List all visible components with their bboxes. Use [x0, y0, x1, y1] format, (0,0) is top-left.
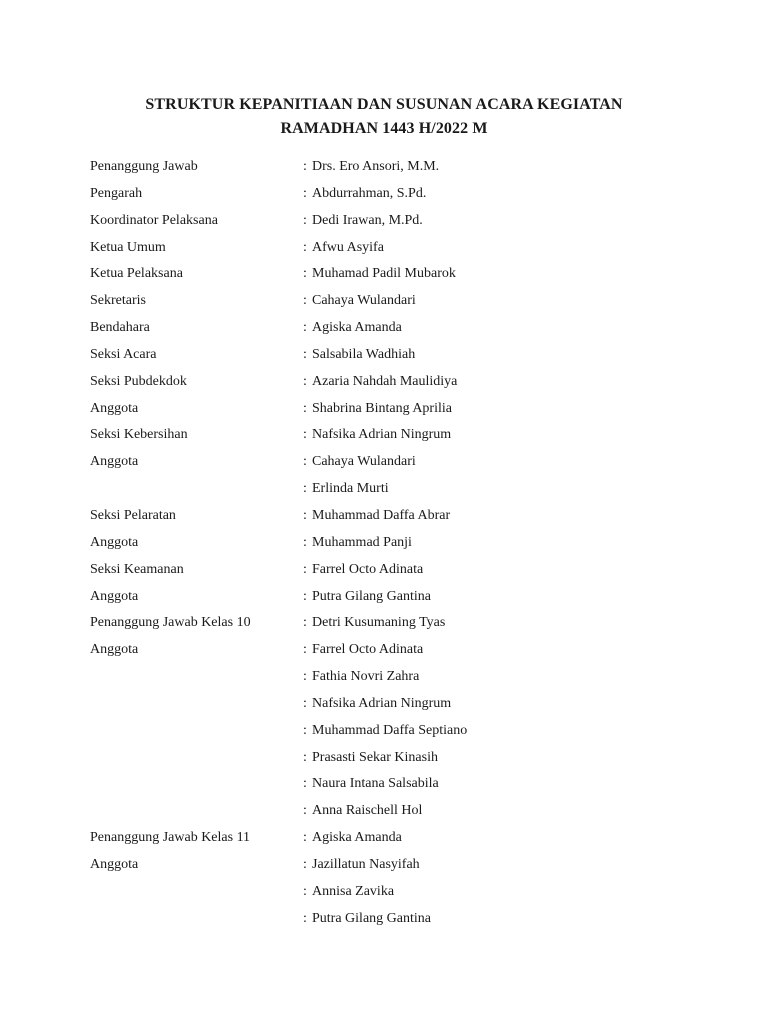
committee-row	[0, 557, 768, 584]
committee-row	[0, 476, 768, 503]
colon-separator: :	[303, 159, 307, 174]
committee-row	[0, 798, 768, 825]
colon-separator: :	[303, 507, 307, 523]
colon-separator: :	[303, 400, 307, 416]
committee-row	[0, 879, 768, 906]
role-label: Anggota	[90, 642, 139, 658]
member-name: Putra Gilang Gantina	[312, 910, 431, 926]
committee-row	[0, 315, 768, 342]
member-name: Jazillatun Nasyifah	[312, 856, 420, 872]
colon-separator: :	[303, 642, 307, 658]
role-label: Bendahara	[90, 320, 150, 336]
committee-row	[0, 718, 768, 745]
member-name: Muhammad Daffa Septiano	[312, 722, 468, 738]
member-name: Afwu Asyifa	[312, 239, 384, 255]
colon-separator: :	[303, 561, 307, 577]
member-name: Salsabila Wadhiah	[312, 346, 416, 362]
title-line-2: RAMADHAN 1443 H/2022 M	[280, 120, 488, 137]
colon-separator: :	[303, 830, 307, 846]
role-label: Sekretaris	[90, 293, 146, 309]
role-label: Penanggung Jawab Kelas 10	[90, 615, 251, 631]
colon-separator: :	[303, 749, 307, 765]
committee-row	[0, 154, 768, 181]
member-name: Agiska Amanda	[312, 830, 402, 846]
committee-row	[0, 530, 768, 557]
committee-row	[0, 396, 768, 423]
committee-row	[0, 369, 768, 396]
committee-row	[0, 637, 768, 664]
member-name: Nafsika Adrian Ningrum	[312, 695, 452, 711]
member-name: Nafsika Adrian Ningrum	[312, 427, 452, 443]
member-name: Cahaya Wulandari	[312, 293, 416, 309]
member-name: Prasasti Sekar Kinasih	[312, 749, 438, 765]
role-label: Pengarah	[90, 185, 143, 201]
committee-row	[0, 342, 768, 369]
colon-separator: :	[303, 454, 307, 470]
colon-separator: :	[303, 695, 307, 711]
role-label: Anggota	[90, 856, 139, 872]
member-name: Agiska Amanda	[312, 320, 402, 336]
committee-row	[0, 261, 768, 288]
colon-separator: :	[303, 803, 307, 819]
committee-row	[0, 691, 768, 718]
member-name: Dedi Irawan, M.Pd.	[312, 212, 423, 228]
colon-separator: :	[303, 856, 307, 872]
committee-row	[0, 771, 768, 798]
role-label: Seksi Pelaratan	[90, 507, 176, 523]
committee-row	[0, 208, 768, 235]
committee-row	[0, 288, 768, 315]
member-name: Putra Gilang Gantina	[312, 588, 431, 604]
colon-separator: :	[303, 320, 307, 336]
colon-separator: :	[303, 534, 307, 550]
role-label: Seksi Kebersihan	[90, 427, 188, 443]
committee-row	[0, 852, 768, 879]
colon-separator: :	[303, 615, 307, 631]
colon-separator: :	[303, 427, 307, 443]
member-name: Detri Kusumaning Tyas	[312, 615, 446, 631]
member-name: Naura Intana Salsabila	[312, 776, 439, 792]
member-name: Muhammad Panji	[312, 534, 412, 550]
role-label: Anggota	[90, 454, 139, 470]
member-name: Drs. Ero Ansori, M.M.	[312, 159, 440, 174]
document-title	[0, 93, 768, 141]
committee-list	[0, 154, 768, 932]
role-label: Koordinator Pelaksana	[90, 212, 218, 228]
member-name: Azaria Nahdah Maulidiya	[312, 373, 458, 389]
role-label: Anggota	[90, 400, 139, 416]
committee-row	[0, 449, 768, 476]
member-name: Muhamad Padil Mubarok	[312, 266, 456, 282]
role-label: Seksi Keamanan	[90, 561, 184, 577]
colon-separator: :	[303, 722, 307, 738]
committee-row	[0, 181, 768, 208]
colon-separator: :	[303, 481, 307, 497]
role-label: Ketua Pelaksana	[90, 266, 183, 282]
colon-separator: :	[303, 910, 307, 926]
member-name: Cahaya Wulandari	[312, 454, 416, 470]
role-label: Penanggung Jawab	[90, 159, 198, 174]
colon-separator: :	[303, 212, 307, 228]
committee-row	[0, 664, 768, 691]
committee-row	[0, 745, 768, 772]
title-line-1: STRUKTUR KEPANITIAAN DAN SUSUNAN ACARA KEGIATAN	[145, 96, 623, 113]
role-label: Ketua Umum	[90, 239, 166, 255]
member-name: Farrel Octo Adinata	[312, 642, 424, 658]
committee-row	[0, 503, 768, 530]
colon-separator: :	[303, 346, 307, 362]
role-label: Anggota	[90, 588, 139, 604]
colon-separator: :	[303, 883, 307, 899]
colon-separator: :	[303, 293, 307, 309]
committee-row	[0, 906, 768, 933]
member-name: Shabrina Bintang Aprilia	[312, 400, 452, 416]
colon-separator: :	[303, 669, 307, 685]
committee-row	[0, 235, 768, 262]
role-label: Seksi Acara	[90, 346, 157, 362]
member-name: Erlinda Murti	[312, 481, 389, 497]
committee-row	[0, 422, 768, 449]
colon-separator: :	[303, 185, 307, 201]
member-name: Anna Raischell Hol	[312, 803, 423, 819]
committee-row	[0, 584, 768, 611]
role-label: Seksi Pubdekdok	[90, 373, 187, 389]
committee-row	[0, 825, 768, 852]
member-name: Muhammad Daffa Abrar	[312, 507, 451, 523]
colon-separator: :	[303, 239, 307, 255]
committee-row	[0, 610, 768, 637]
role-label: Anggota	[90, 534, 139, 550]
member-name: Abdurrahman, S.Pd.	[312, 185, 427, 201]
colon-separator: :	[303, 266, 307, 282]
colon-separator: :	[303, 373, 307, 389]
member-name: Fathia Novri Zahra	[312, 669, 420, 685]
member-name: Farrel Octo Adinata	[312, 561, 424, 577]
member-name: Annisa Zavika	[312, 883, 395, 899]
colon-separator: :	[303, 776, 307, 792]
colon-separator: :	[303, 588, 307, 604]
role-label: Penanggung Jawab Kelas 11	[90, 830, 251, 846]
